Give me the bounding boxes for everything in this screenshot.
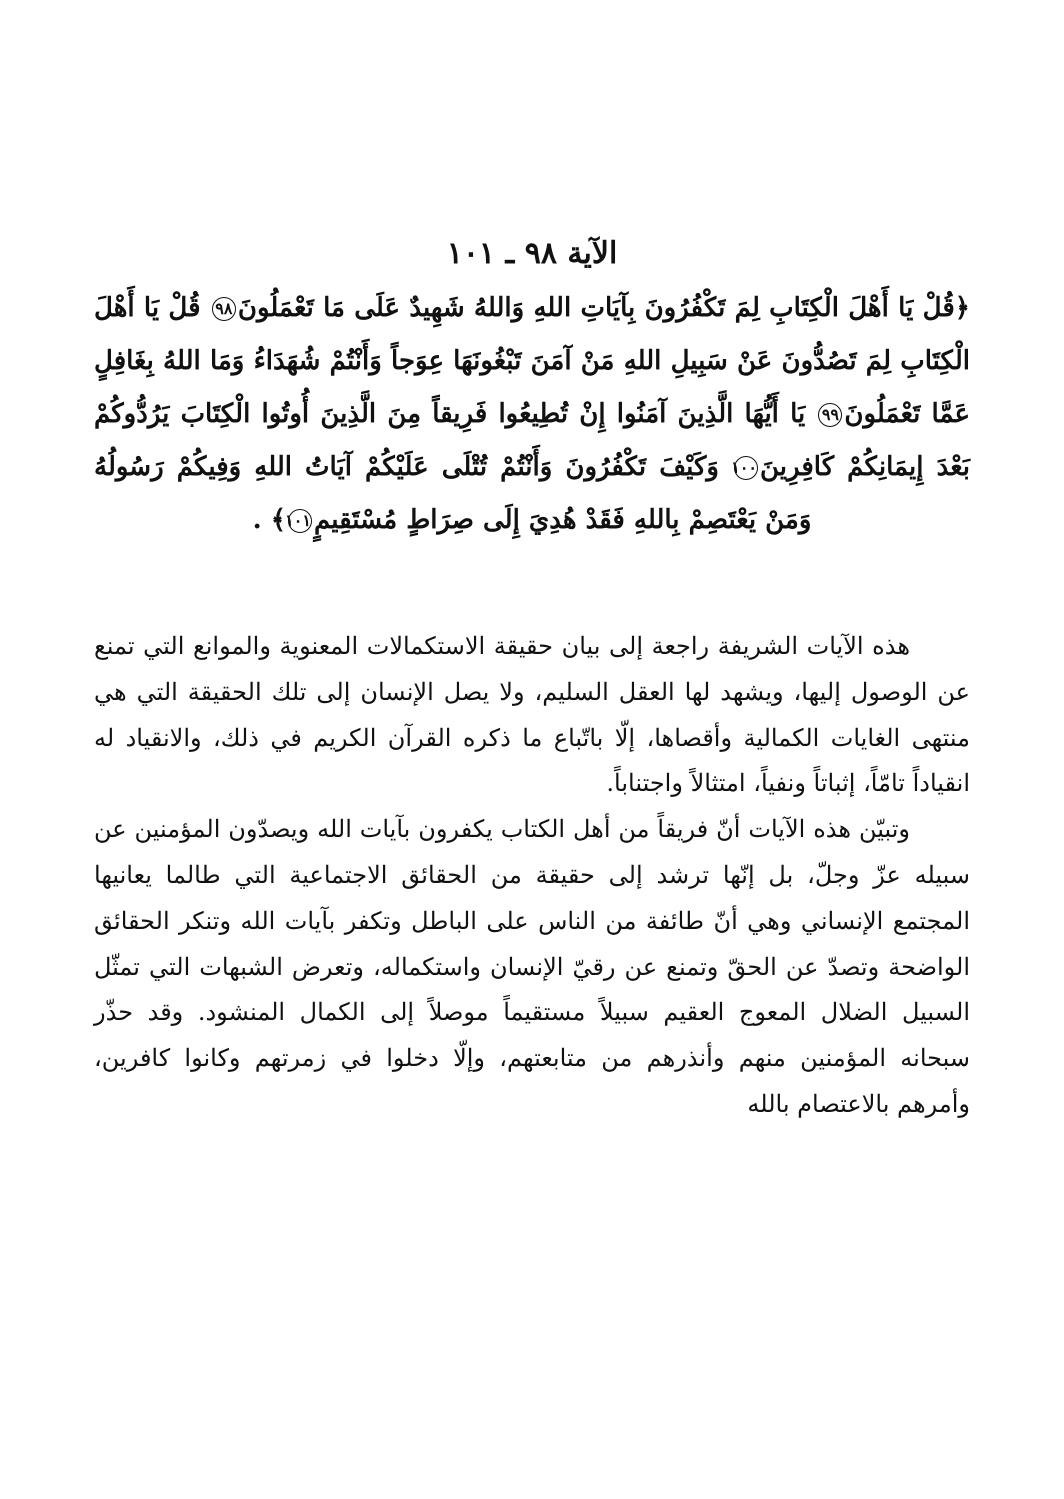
- quran-verses-block: [94, 282, 970, 547]
- verse-98-text: قُلْ يَا أَهْلَ الْكِتَابِ لِمَ تَكْفُرُونَ بِآيَاتِ اللهِ وَاللهُ شَهِيدٌ عَلَى مَا تَعْمَلُونَ: [237, 293, 955, 323]
- verse-range-heading: الآية ٩٨ ـ ١٠١: [446, 236, 618, 271]
- verse-open-bracket: ﴿: [954, 293, 970, 323]
- verse-close-bracket: ﴾ .: [252, 505, 286, 535]
- verse-100-number: ١٠٠: [734, 456, 758, 480]
- commentary-body: [94, 624, 970, 1128]
- commentary-paragraph-2: وتبيّن هذه الآيات أنّ فريقاً من أهل الكتاب يكفرون بآيات الله ويصدّون المؤمنين عن سبيله عزّ وجلّ، بل إنّها ترشد إلى حقيقة من الحقائق الاجتماعية التي طالما يعانيها المجتمع الإنساني وهي أنّ طائفة من الناس على الباطل وتكفر بآيات الله وتنكر الحقائق الواضحة وتصدّ عن الحقّ وتمنع عن رقيّ الإنسان واستكماله، وتعرض الشبهات التي تمثّل السبيل الضلال المعوج العقيم سبيلاً مستقيماً موصلاً إلى الكمال المنشود. وقد حذّر سبحانه المؤمنين منهم وأنذرهم من متابعتهم، وإلّا دخلوا في زمرتهم وكانوا كافرين، وأمرهم بالاعتصام بالله: [94, 815, 970, 1118]
- commentary-paragraph-1: هذه الآيات الشريفة راجعة إلى بيان حقيقة الاستكمالات المعنوية والموانع التي تمنع عن الوصول إليها، ويشهد لها العقل السليم، ولا يصل الإنسان إلى تلك الحقيقة التي هي منتهى الغايات الكمالية وأقصاها، إلّا باتّباع ما ذكره القرآن الكريم في ذلك، والانقياد له انقياداً تامّاً، إثباتاً ونفياً، امتثالاً واجتناباً.: [94, 632, 970, 798]
- verse-100-text: يَا أَيُّهَا الَّذِينَ آمَنُوا إِنْ تُطِيعُوا فَرِيقاً مِنَ الَّذِينَ أُوتُوا الْكِتَابَ يَرُدُّوكُمْ بَعْدَ إِيمَانِكُمْ كَافِرِينَ: [94, 399, 970, 482]
- verse-98-number: ٩٨: [212, 297, 236, 321]
- verse-101-number: ١٠١: [288, 509, 312, 533]
- verse-99-number: ٩٩: [818, 403, 842, 427]
- verse-99-text: قُلْ يَا أَهْلَ الْكِتَابِ لِمَ تَصُدُّونَ عَنْ سَبِيلِ اللهِ مَنْ آمَنَ تَبْغُونَهَا عِوَجاً وَأَنْتُمْ شُهَدَاءُ وَمَا اللهُ بِغَافِلٍ عَمَّا تَعْمَلُونَ: [94, 293, 970, 429]
- verse-101-text: وَكَيْفَ تَكْفُرُونَ وَأَنْتُمْ تُتْلَى عَلَيْكُمْ آيَاتُ اللهِ وَفِيكُمْ رَسُولُهُ وَمَنْ يَعْتَصِمْ بِاللهِ فَقَدْ هُدِيَ إِلَى صِرَاطٍ مُسْتَقِيمٍ: [94, 452, 812, 535]
